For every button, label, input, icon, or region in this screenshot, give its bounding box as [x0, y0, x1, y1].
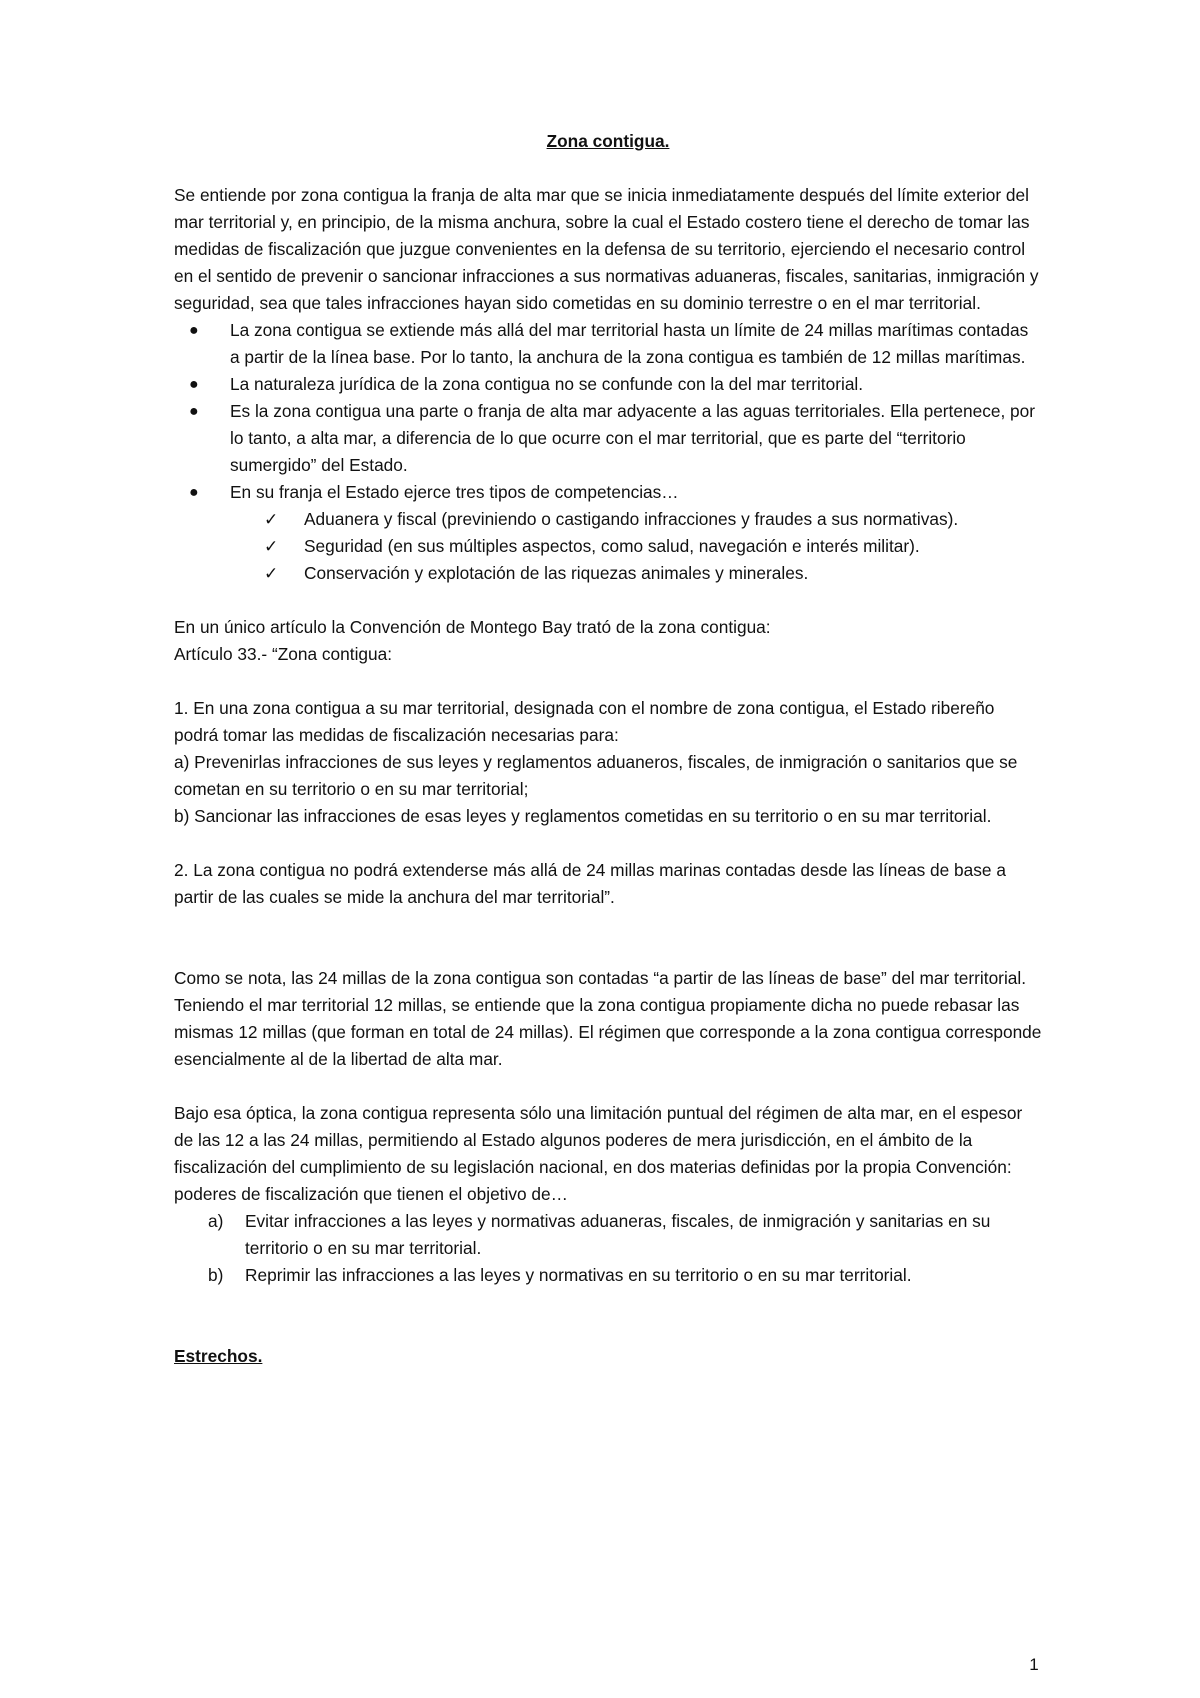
check-item — [174, 533, 1042, 560]
bullet-icon: ● — [189, 403, 199, 420]
article-item-a: a) Prevenirlas infracciones de sus leyes y reglamentos aduaneros, fiscales, de inmigración o sanitarios que se cometan en su territorio o en su mar territorial; — [174, 752, 1018, 799]
checkmark-icon: ✓ — [264, 510, 279, 529]
intro-paragraph: Se entiende por zona contigua la franja de alta mar que se inicia inmediatamente después del límite exterior del mar territorial y, en principio, de la misma anchura, sobre la cual el Estado costero tiene el derecho de tomar las medidas de fiscalización que juzgue convenientes en la defensa de su territorio, ejerciendo el necesario control en el sentido de prevenir o sancionar infracciones a sus normativas aduaneras, fiscales, sanitarias, inmigración y seguridad, sea que tales infracciones hayan sido cometidas en su dominio terrestre o en el mar territorial. — [174, 185, 1039, 313]
lettered-item — [174, 1262, 1042, 1289]
article-heading: Artículo 33.- “Zona contigua: — [174, 644, 393, 664]
bullet-text: La naturaleza jurídica de la zona contigua no se confunde con la del mar territorial. — [230, 374, 864, 394]
document-body — [174, 128, 1042, 1370]
checkmark-icon: ✓ — [264, 564, 279, 583]
bullet-text: La zona contigua se extiende más allá del mar territorial hasta un límite de 24 millas marítimas contadas a partir de la línea base. Por lo tanto, la anchura de la zona contigua es también de 12 millas marítimas. — [230, 320, 1029, 367]
article-item-b: b) Sancionar las infracciones de esas leyes y reglamentos cometidas en su territorio o en su mar territorial. — [174, 806, 992, 826]
bullet-item — [174, 479, 1042, 506]
checkmark-icon: ✓ — [264, 537, 279, 556]
check-text: Aduanera y fiscal (previniendo o castigando infracciones y fraudes a sus normativas). — [304, 509, 959, 529]
spacer — [174, 587, 1042, 614]
bullet-item — [174, 398, 1042, 479]
section-title: Zona contigua. — [546, 131, 670, 151]
bullet-icon: ● — [189, 376, 199, 393]
comment-paragraph-1: Como se nota, las 24 millas de la zona contigua son contadas “a partir de las líneas de base” del mar territorial. Teniendo el mar territorial 12 millas, se entiende que la zona contigua propiamente dicha no puede rebasar las mismas 12 millas (que forman en total de 24 millas). El régimen que corresponde a la zona contigua corresponde esencialmente al de la libertad de alta mar. — [174, 968, 1042, 1069]
check-text: Conservación y explotación de las riquezas animales y minerales. — [304, 563, 809, 583]
bullet-item — [174, 371, 1042, 398]
article-paragraph-2: 2. La zona contigua no podrá extenderse más allá de 24 millas marinas contadas desde las líneas de base a partir de las cuales se mide la anchura del mar territorial”. — [174, 860, 1006, 907]
list-marker: b) — [208, 1265, 224, 1285]
bullet-icon: ● — [189, 484, 199, 501]
lettered-text: Reprimir las infracciones a las leyes y normativas en su territorio o en su mar territorial. — [245, 1265, 912, 1285]
bullet-text: En su franja el Estado ejerce tres tipos de competencias… — [230, 482, 679, 502]
article-paragraph-1: 1. En una zona contigua a su mar territorial, designada con el nombre de zona contigua, el Estado ribereño podrá tomar las medidas de fiscalización necesarias para: — [174, 698, 995, 745]
spacer — [174, 1289, 1042, 1343]
bullet-text: Es la zona contigua una parte o franja de alta mar adyacente a las aguas territoriales. Ella pertenece, por lo tanto, a alta mar, a diferencia de lo que ocurre con el mar territorial, que es parte del “territorio sumergido” del Estado. — [230, 401, 1036, 475]
bullet-icon: ● — [189, 322, 199, 339]
bullet-list — [174, 317, 1042, 506]
spacer — [174, 911, 1042, 965]
check-item — [174, 560, 1042, 587]
page-number: 1 — [1029, 1655, 1039, 1674]
comment-paragraph-2: Bajo esa óptica, la zona contigua representa sólo una limitación puntual del régimen de alta mar, en el espesor de las 12 a las 24 millas, permitiendo al Estado algunos poderes de mera jurisdicción, en el ámbito de la fiscalización del cumplimiento de su legislación nacional, en dos materias definidas por la propia Convención: poderes de fiscalización que tienen el objetivo de… — [174, 1103, 1023, 1204]
check-list — [174, 506, 1042, 587]
spacer — [174, 668, 1042, 695]
lettered-text: Evitar infracciones a las leyes y normativas aduaneras, fiscales, de inmigración y sanitarias en su territorio o en su mar territorial. — [245, 1211, 991, 1258]
next-section-heading: Estrechos. — [174, 1346, 263, 1366]
bullet-item — [174, 317, 1042, 371]
spacer — [174, 1073, 1042, 1100]
list-marker: a) — [208, 1211, 224, 1231]
check-text: Seguridad (en sus múltiples aspectos, como salud, navegación e interés militar). — [304, 536, 920, 556]
spacer — [174, 830, 1042, 857]
lettered-list — [174, 1208, 1042, 1289]
lettered-item — [174, 1208, 1042, 1262]
check-item — [174, 506, 1042, 533]
article-intro: En un único artículo la Convención de Montego Bay trató de la zona contigua: — [174, 617, 771, 637]
